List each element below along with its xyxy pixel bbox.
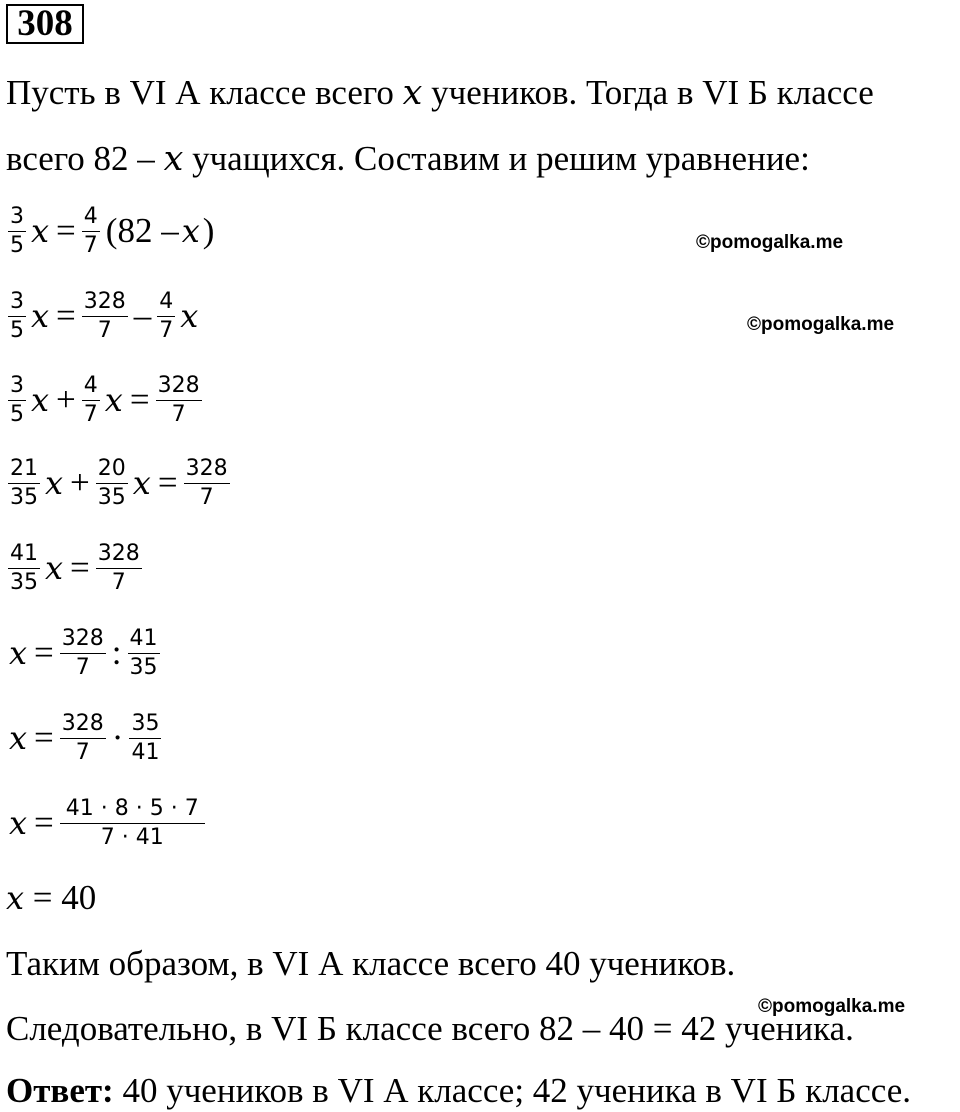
variable-x: x bbox=[180, 297, 199, 335]
equals-sign: = bbox=[34, 718, 54, 757]
watermark: ©pomogalka.me bbox=[758, 996, 906, 1017]
equals-sign: = bbox=[34, 633, 54, 672]
fraction: $\frac{41}{35}$ bbox=[129, 625, 158, 680]
equals-sign: = bbox=[56, 211, 76, 250]
paren-close: ) bbox=[202, 211, 215, 250]
task-number: 308 bbox=[6, 4, 84, 44]
intro-text-d: учащихся. Составим и решим уравнение: bbox=[183, 139, 810, 178]
variable-x: x bbox=[45, 549, 64, 587]
fraction: $\frac{41}{35}$ bbox=[10, 540, 38, 595]
paren-open: (82 – bbox=[105, 211, 179, 250]
equals-sign: = bbox=[157, 463, 178, 502]
fraction: $\frac{328}{7}$ bbox=[97, 540, 140, 595]
variable-x: x bbox=[132, 464, 151, 502]
fraction: $\frac{328}{7}$ bbox=[157, 372, 200, 427]
variable-x: x bbox=[9, 634, 28, 672]
variable-x: x bbox=[9, 804, 28, 842]
watermark: ©pomogalka.me bbox=[696, 232, 844, 253]
variable-x: x bbox=[31, 297, 50, 335]
intro-text-a: Пусть в VI А классе всего bbox=[6, 73, 403, 112]
variable-x: x bbox=[104, 381, 123, 419]
variable-x: x bbox=[6, 879, 25, 917]
fraction: $\frac{3}{5}$ bbox=[10, 372, 24, 427]
fraction: $\frac{328}{7}$ bbox=[61, 625, 104, 680]
variable-x: x bbox=[31, 212, 50, 250]
result-value: = 40 bbox=[32, 878, 97, 917]
fraction: $\frac{35}{41}$ bbox=[131, 710, 160, 765]
variable-x: x bbox=[402, 73, 423, 113]
plus-sign: + bbox=[70, 463, 90, 502]
variable-x: x bbox=[181, 212, 200, 250]
equation-step-8 bbox=[6, 793, 207, 853]
fraction: $\frac{4}{7}$ bbox=[83, 203, 98, 258]
answer-line bbox=[6, 1071, 911, 1111]
intro-text-b: учеников. Тогда в VI Б классе bbox=[422, 73, 874, 112]
fraction: $\frac{328}{7}$ bbox=[185, 455, 228, 510]
intro-text-c: всего 82 – bbox=[6, 139, 164, 178]
conclusion-line-1: Таким образом, в VI А классе всего 40 учеников. bbox=[6, 944, 736, 983]
equals-sign: = bbox=[34, 803, 54, 842]
plus-sign: + bbox=[56, 380, 76, 419]
multiply-sign: · bbox=[111, 718, 124, 757]
fraction: $\frac{21}{35}$ bbox=[10, 455, 38, 510]
equation-step-2 bbox=[6, 286, 201, 346]
equals-sign: = bbox=[70, 548, 90, 587]
equation-step-4 bbox=[6, 453, 232, 513]
answer-text: 40 учеников в VI А классе; 42 ученика в VI Б классе. bbox=[113, 1071, 911, 1110]
fraction: $\frac{4}{7}$ bbox=[83, 372, 98, 427]
fraction: $\frac{328}{7}$ bbox=[61, 710, 104, 765]
intro-line-2 bbox=[6, 139, 810, 179]
fraction: $\frac{4}{7}$ bbox=[159, 288, 174, 343]
equation-step-1 bbox=[6, 201, 218, 261]
variable-x: x bbox=[31, 381, 50, 419]
fraction: $\frac{328}{7}$ bbox=[83, 288, 126, 343]
minus-sign: – bbox=[133, 296, 152, 335]
equation-step-7 bbox=[6, 708, 163, 768]
variable-x: x bbox=[163, 139, 184, 179]
conclusion-line-2: Следовательно, в VI Б классе всего 82 – 40 = 42 ученика. bbox=[6, 1009, 854, 1048]
equals-sign: = bbox=[56, 296, 76, 335]
answer-label: Ответ: bbox=[6, 1071, 114, 1110]
watermark: ©pomogalka.me bbox=[747, 314, 895, 335]
fraction: $\frac{20}{35}$ bbox=[97, 455, 126, 510]
fraction: $\frac{41 \cdot 8 \cdot 5 \cdot 7}{7 \cdot 41}$ bbox=[60, 796, 205, 851]
equals-sign: = bbox=[129, 380, 150, 419]
equation-step-6 bbox=[6, 623, 162, 683]
variable-x: x bbox=[45, 464, 64, 502]
equation-result bbox=[6, 878, 96, 918]
fraction: $\frac{3}{5}$ bbox=[10, 203, 24, 258]
equation-step-3 bbox=[6, 370, 204, 430]
variable-x: x bbox=[9, 719, 28, 757]
intro-line-1 bbox=[6, 73, 874, 113]
division-sign: : bbox=[111, 633, 122, 672]
fraction: $\frac{3}{5}$ bbox=[10, 288, 24, 343]
equation-step-5 bbox=[6, 538, 144, 598]
